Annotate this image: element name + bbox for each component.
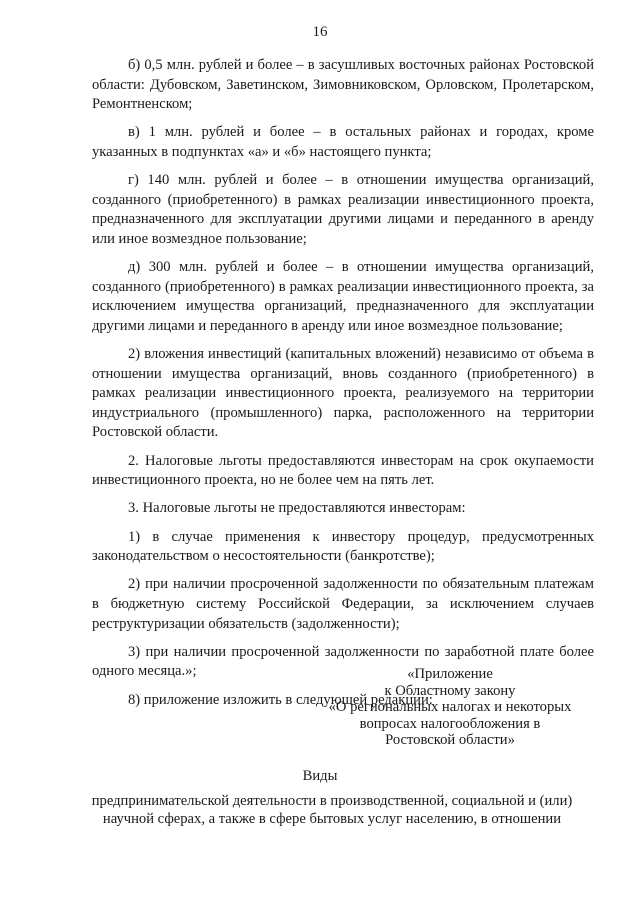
appendix-law-name-3: Ростовской области» xyxy=(385,732,515,749)
document-body xyxy=(92,56,594,719)
paragraph-section-3-item-1: 1) в случае применения к инвестору процедур, предусмотренных законодательством о несостоятельности (банкротстве); xyxy=(92,528,594,565)
subheading-line-2: научной сферах, а также в сфере бытовых услуг населению, в отношении xyxy=(102,811,562,828)
appendix-reference-block xyxy=(300,666,600,749)
paragraph-section-3-item-3: 3) при наличии просроченной задолженности по заработной плате более одного месяца.»; xyxy=(92,643,594,680)
paragraph-item-8-appendix: 8) приложение изложить в следующей редакции: xyxy=(128,691,433,708)
paragraph-item-2-investments: 2) вложения инвестиций (капитальных вложений) независимо от объема в отношении имущества организаций, вновь созданного (приобретенного) в рамках реализации инвестиционного проекта, реализуемого на территории индустриального (промышленного) парка, расположенного на территории Ростовской области. xyxy=(92,346,594,441)
appendix-law-name-1: «О региональных налогах и некоторых xyxy=(328,699,572,716)
section-subheading xyxy=(70,792,594,829)
appendix-law-name-2: вопросах налогообложения в xyxy=(359,715,541,732)
paragraph-section-3-item-2: 2) при наличии просроченной задолженности по обязательным платежам в бюджетную систему Российской Федерации, за исключением случаев реструктуризации обязательств (задолженности); xyxy=(92,576,594,632)
paragraph-subitem-g: г) 140 млн. рублей и более – в отношении имущества организаций, созданного (приобретенного) в рамках реализации инвестиционного проекта, предназначенного для эксплуатации другими лицами и переданного в аренду или иное возмездное пользование; xyxy=(92,172,594,247)
paragraph-subitem-b: б) 0,5 млн. рублей и более – в засушливых восточных районах Ростовской области: Дубовском, Заветинском, Зимовниковском, Орловском, Пролетарском, Ремонтненском; xyxy=(92,57,594,113)
section-heading: Виды xyxy=(302,768,338,784)
paragraph-subitem-v: в) 1 млн. рублей и более – в остальных районах и городах, кроме указанных в подпунктах «а» и «б» настоящего пункта; xyxy=(92,124,594,160)
subheading-line-1: предпринимательской деятельности в производственной, социальной и (или) xyxy=(91,793,573,809)
paragraph-subitem-d: д) 300 млн. рублей и более – в отношении имущества организаций, созданного (приобретенного) в рамках реализации инвестиционного проекта, за исключением имущества организаций, предназначенного для эксплуатации другими лицами и переданного в аренду или иное возмездное пользование; xyxy=(92,259,594,334)
appendix-title: «Приложение xyxy=(407,666,493,682)
page-number: 16 xyxy=(312,24,328,40)
appendix-law-ref: к Областному закону xyxy=(384,682,516,699)
paragraph-section-3-intro: 3. Налоговые льготы не предоставляются инвесторам: xyxy=(128,500,466,517)
paragraph-section-2-term: 2. Налоговые льготы предоставляются инвесторам на срок окупаемости инвестиционного проекта, но не более чем на пять лет. xyxy=(92,452,594,489)
